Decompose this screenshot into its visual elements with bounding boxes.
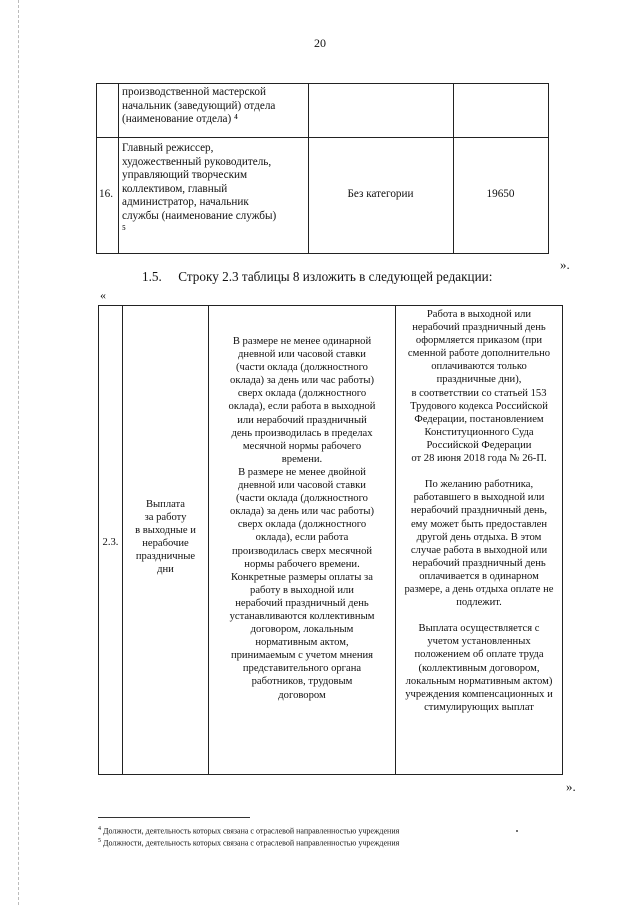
position-line: управляющий творческим	[122, 169, 248, 182]
footnote-text: Должности, деятельность которых связана с отраслевой направленностью учреждения	[101, 826, 400, 836]
payment-amount-cell: В размере не менее одинарной дневной или часовой ставки (части оклада (должностного оклада) за день или час работы) сверх оклада (должностного оклада), если работа в выходной или нерабочий праздничный день производилась в пределах месячной нормы рабочего времени. В размере не менее двойной дневной или часовой ставки (части оклада (должностного оклада) за день или час работы) сверх оклада (должностного оклада), если работа производилась сверх месячной нормы рабочего времени. Конкретные размеры оплаты за работу в выходной или нерабочий праздничный день устанавливаются коллективным договором, локальным нормативным актом, принимаемым с учетом мнения представительного органа работников, трудовым договором	[228, 336, 376, 701]
paragraph-number: 1.5.	[142, 269, 162, 284]
compensation-table	[98, 305, 563, 775]
position-line: производственной мастерской	[122, 86, 266, 98]
position-line: (наименование отдела) ⁴	[122, 113, 238, 126]
row-number: 16.	[99, 188, 113, 200]
col-border	[548, 83, 549, 254]
position-line: службы (наименование службы)	[122, 209, 277, 222]
col-border	[308, 83, 309, 254]
position-line: начальник (заведующий) отдела	[122, 99, 276, 112]
col-border	[562, 305, 563, 775]
quote-close: ».	[560, 257, 570, 272]
table-border-top	[98, 305, 563, 306]
row-divider	[96, 137, 549, 138]
col-border	[118, 83, 119, 254]
position-line: администратор, начальник	[122, 196, 249, 209]
row-number: 2.3.	[102, 537, 119, 548]
footnote	[98, 824, 399, 837]
table-border-top	[96, 83, 549, 84]
col-border	[453, 83, 454, 254]
position-line: художественный руководитель,	[122, 155, 272, 168]
table-border-bottom	[98, 774, 563, 775]
salary-cell: 19650	[486, 188, 515, 200]
position-line: коллективом, главный	[122, 182, 228, 195]
footnote-text: Должности, деятельность которых связана с отраслевой направленностью учреждения	[101, 838, 400, 848]
footnote-mark: 4	[98, 826, 101, 832]
footnote-mark: ⁵	[122, 223, 126, 236]
position-cell-16	[122, 142, 308, 237]
table-border-bottom	[96, 253, 549, 254]
position-line: Главный режиссер,	[122, 142, 214, 154]
footnote	[98, 836, 399, 849]
amendment-paragraph	[142, 269, 492, 285]
payment-name-cell: Выплата за работу в выходные и нерабочие праздничные дни	[135, 499, 196, 576]
paragraph-text: Строку 2.3 таблицы 8 изложить в следующей редакции:	[178, 269, 493, 284]
salary-table-fragment	[96, 83, 549, 254]
category-cell: Без категории	[347, 188, 414, 200]
col-border	[96, 83, 97, 254]
position-cell-prev	[122, 86, 308, 127]
scan-speck	[516, 830, 518, 832]
quote-close: ».	[566, 779, 576, 794]
footnote-mark: 5	[98, 838, 101, 844]
payment-conditions-cell: Работа в выходной или нерабочий праздничный день оформляется приказом (при сменной работе дополнительно оплачиваются только праздничные дни), в соответствии со статьей 153 Трудового кодекса Российской Федерации, постановлением Конституционного Суда Российской Федерации от 28 июня 2018 года № 26-П. По желанию работника, работавшего в выходной или нерабочий праздничный день, ему может быть предоставлен другой день отдыха. В этом случае работа в выходной или нерабочий праздничный день оплачивается в одинарном размере, а день отдыха оплате не подлежит. Выплата осуществляется с учетом установленных положением об оплате труда (коллективным договором, локальным нормативным актом) учреждения компенсационных и стимулирующих выплат	[404, 309, 554, 713]
page-number: 20	[314, 36, 326, 50]
footnote-rule	[98, 817, 250, 818]
quote-open: «	[100, 288, 106, 302]
scan-edge-line	[18, 0, 19, 905]
